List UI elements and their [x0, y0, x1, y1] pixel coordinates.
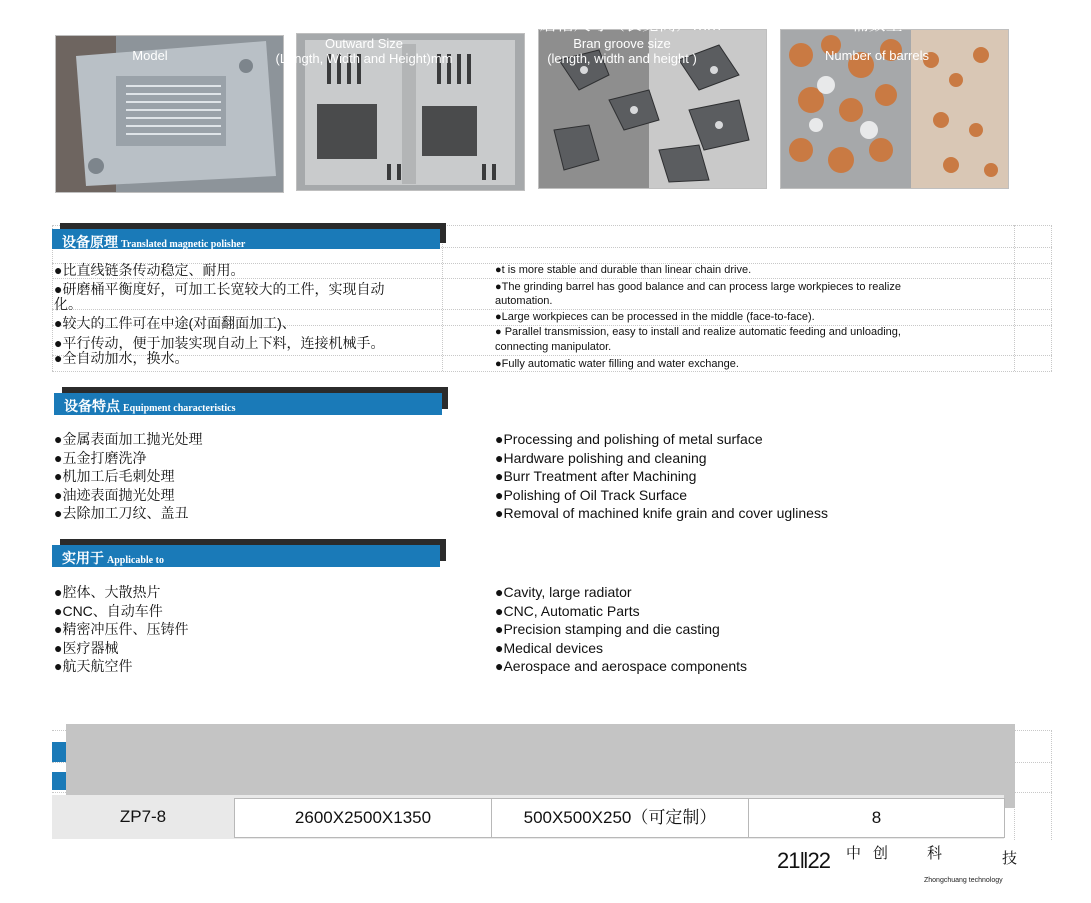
applicable-title-cn: 实用于: [62, 550, 104, 566]
applicable-banner: [52, 545, 440, 567]
company-name-en: Zhongchuang technology: [924, 877, 1003, 884]
principle-list-en: [495, 263, 901, 372]
list-item: connecting manipulator.: [495, 340, 612, 353]
list-item: ●Removal of machined knife grain and cover ugliness: [495, 505, 828, 522]
page-numbers: 21‖22: [777, 848, 831, 873]
list-item: ●Hardware polishing and cleaning: [495, 449, 707, 466]
list-item: ●CNC, Automatic Parts: [495, 602, 640, 619]
header-barrels: 桶数量 Number of barrels: [824, 15, 930, 63]
header-outward-size: 外型尺寸（长宽高）mm Outward Size (Length, Width and Height)mm: [273, 15, 455, 66]
applicable-list-en: [495, 583, 747, 676]
list-item: ●研磨桶平衡度好，可加工长宽较大的工件，实现自动: [54, 280, 385, 297]
list-item: ●精密冲压件、压铸件: [54, 621, 189, 638]
list-item: ●平行传动，便于加装实现自动上下料，连接机械手。: [54, 335, 385, 352]
list-item: ●航天航空件: [54, 658, 133, 675]
cell-outward-size: 2600X2500X1350: [234, 798, 492, 838]
list-item: ●比直线链条传动稳定、耐用。: [54, 262, 245, 278]
table-accent-mark: [52, 742, 66, 762]
list-item: ●Processing and polishing of metal surface: [495, 431, 763, 447]
cell-groove-size: 500X500X250（可定制）: [491, 798, 749, 838]
list-item: ●Fully automatic water filling and water exchange.: [495, 357, 739, 370]
list-item: ●去除加工刀纹、盖丑: [54, 505, 189, 522]
company-char: 中: [846, 845, 862, 862]
cell-barrels: 8: [748, 798, 1005, 838]
principle-banner: [52, 229, 440, 249]
principle-title-cn: 设备原理: [62, 234, 118, 250]
list-item: ●The grinding barrel has good balance and can process large workpieces to realize: [495, 280, 901, 293]
principle-title-en: Translated magnetic polisher: [121, 239, 246, 250]
list-item: ● Parallel transmission, easy to install and realize automatic feeding and unloading,: [495, 326, 901, 339]
list-item: ●全自动加水，换水。: [54, 349, 189, 366]
list-item: ●金属表面加工抛光处理: [54, 431, 203, 447]
list-item: ●五金打磨洗净: [54, 449, 147, 466]
features-list-cn: [54, 430, 202, 523]
list-item: ●Cavity, large radiator: [495, 584, 632, 600]
cell-model: ZP7-8: [119, 807, 167, 826]
principle-list-cn: [54, 261, 384, 368]
company-char: 技: [1002, 850, 1018, 867]
list-item: ●腔体、大散热片: [54, 584, 161, 600]
list-item: ●Burr Treatment after Machining: [495, 468, 697, 485]
company-char: 科: [927, 845, 943, 862]
features-title-cn: 设备特点: [64, 398, 120, 414]
list-item: ●Medical devices: [495, 639, 604, 656]
list-item: automation.: [495, 295, 553, 308]
list-item: ●机加工后毛刺处理: [54, 468, 175, 485]
company-char: 创: [873, 845, 889, 862]
features-banner: [54, 393, 442, 415]
list-item: ●Polishing of Oil Track Surface: [495, 486, 688, 503]
list-item: 化。: [54, 296, 82, 313]
features-title-en: Equipment characteristics: [123, 403, 236, 414]
list-item: ●Precision stamping and die casting: [495, 621, 720, 638]
list-item: ●医疗器械: [54, 639, 119, 656]
list-item: ●Aerospace and aerospace components: [495, 658, 748, 675]
list-item: ●较大的工件可在中途(对面翻面加工)、: [54, 314, 296, 331]
applicable-title-en: Applicable to: [107, 555, 164, 566]
header-groove-size: 研磨槽尺寸（长宽高）mm Bran groove size (length, width and height ): [522, 15, 722, 66]
list-item: ●t is more stable and durable than linear chain drive.: [495, 264, 752, 276]
list-item: ●Large workpieces can be processed in the middle (face-to-face).: [495, 310, 815, 323]
list-item: ●油迹表面抛光处理: [54, 486, 175, 503]
applicable-list-cn: [54, 583, 188, 676]
table-accent-mark: [52, 772, 66, 790]
header-model: 型号 Model: [132, 15, 168, 63]
list-item: ●CNC、自动车件: [54, 602, 163, 619]
features-list-en: [495, 430, 828, 523]
